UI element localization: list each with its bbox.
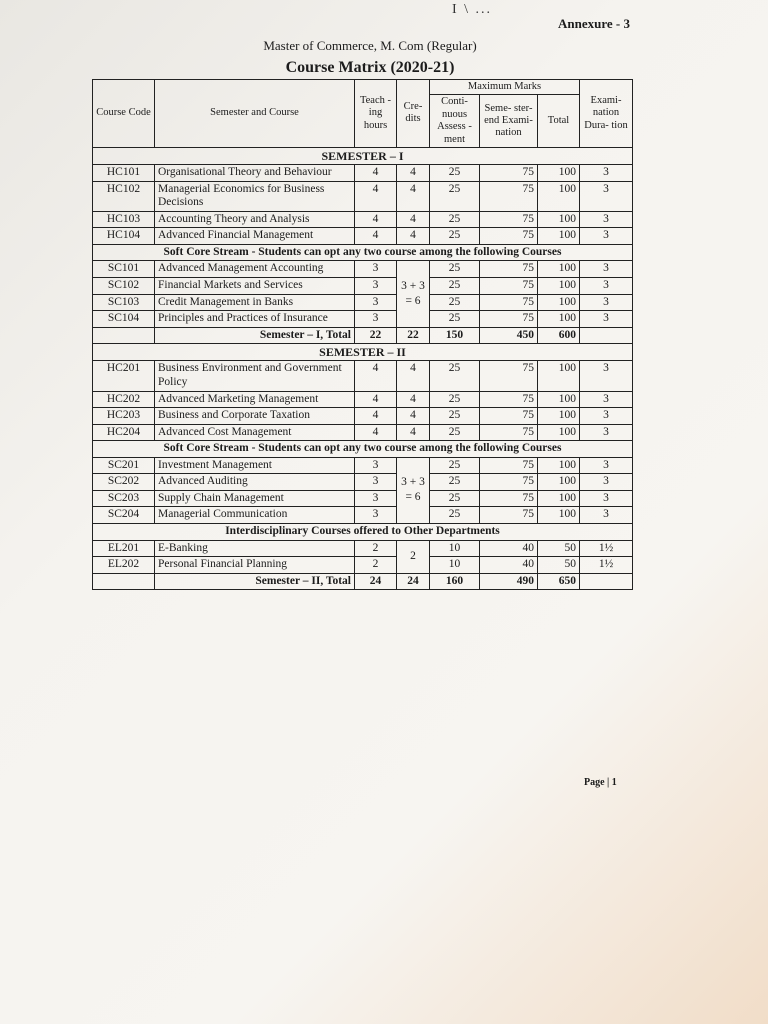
semester-end-exam: 75 xyxy=(480,228,538,245)
total-marks: 100 xyxy=(538,361,580,391)
stream-heading-text: Soft Core Stream - Students can opt any two course among the following Courses xyxy=(93,441,633,458)
total-marks: 50 xyxy=(538,540,580,557)
table-row xyxy=(93,261,633,278)
credits: 4 xyxy=(397,391,430,408)
exam-duration: 1½ xyxy=(580,540,633,557)
semester-end-exam: 75 xyxy=(480,490,538,507)
credits: 4 xyxy=(397,211,430,228)
course-name: Advanced Auditing xyxy=(155,474,355,491)
total-label: Semester – I, Total xyxy=(155,327,355,344)
continuous-assessment: 25 xyxy=(430,211,480,228)
course-code: SC202 xyxy=(93,474,155,491)
exam-duration: 3 xyxy=(580,490,633,507)
course-name: Advanced Cost Management xyxy=(155,424,355,441)
course-name: Business and Corporate Taxation xyxy=(155,408,355,425)
total-marks: 100 xyxy=(538,261,580,278)
exam-duration: 3 xyxy=(580,408,633,425)
soft-credits: 3 + 3 = 6 xyxy=(397,261,430,327)
total-marks: 100 xyxy=(538,391,580,408)
exam-duration: 3 xyxy=(580,457,633,474)
table-row xyxy=(93,457,633,474)
exam-duration: 3 xyxy=(580,261,633,278)
total-marks: 100 xyxy=(538,211,580,228)
stream-heading xyxy=(93,441,633,458)
course-name: E-Banking xyxy=(155,540,355,557)
continuous-assessment: 25 xyxy=(430,181,480,211)
credits: 4 xyxy=(397,181,430,211)
table-row xyxy=(93,277,633,294)
credits: 4 xyxy=(397,165,430,182)
course-code: EL201 xyxy=(93,540,155,557)
total-credits: 22 xyxy=(397,327,430,344)
semester-end-exam: 75 xyxy=(480,507,538,524)
teaching-hours: 2 xyxy=(355,557,397,574)
teaching-hours: 3 xyxy=(355,507,397,524)
table-row xyxy=(93,165,633,182)
semester-total-row xyxy=(93,327,633,344)
table-row xyxy=(93,490,633,507)
teaching-hours: 4 xyxy=(355,408,397,425)
exam-duration: 3 xyxy=(580,391,633,408)
course-code: HC204 xyxy=(93,424,155,441)
teaching-hours: 4 xyxy=(355,228,397,245)
credits: 4 xyxy=(397,408,430,425)
course-code: HC104 xyxy=(93,228,155,245)
semester-end-exam: 75 xyxy=(480,474,538,491)
blank-cell xyxy=(93,573,155,590)
semester-end-exam: 75 xyxy=(480,294,538,311)
total-ca: 150 xyxy=(430,327,480,344)
course-name: Managerial Economics for Business Decisions xyxy=(155,181,355,211)
continuous-assessment: 25 xyxy=(430,361,480,391)
semester-heading xyxy=(93,147,633,164)
course-name: Supply Chain Management xyxy=(155,490,355,507)
total-marks: 100 xyxy=(538,424,580,441)
document-title: Course Matrix (2020-21) xyxy=(285,59,455,76)
semester-heading xyxy=(93,344,633,361)
interdisciplinary-heading xyxy=(93,524,633,541)
program-subtitle: Master of Commerce, M. Com (Regular) xyxy=(263,38,477,53)
total-hours: 22 xyxy=(355,327,397,344)
teaching-hours: 3 xyxy=(355,311,397,328)
total-marks: 100 xyxy=(538,311,580,328)
semester-heading-text: SEMESTER – I xyxy=(93,147,633,164)
total-marks: 100 xyxy=(538,474,580,491)
teaching-hours: 2 xyxy=(355,540,397,557)
course-name: Principles and Practices of Insurance xyxy=(155,311,355,328)
annexure-label: Annexure - 3 xyxy=(558,16,630,31)
stream-heading xyxy=(93,244,633,261)
table-row xyxy=(93,557,633,574)
teaching-hours: 4 xyxy=(355,424,397,441)
semester-total-row xyxy=(93,573,633,590)
continuous-assessment: 10 xyxy=(430,557,480,574)
teaching-hours: 4 xyxy=(355,391,397,408)
course-name: Financial Markets and Services xyxy=(155,277,355,294)
total-marks: 100 xyxy=(538,408,580,425)
semester-end-exam: 75 xyxy=(480,277,538,294)
course-code: HC101 xyxy=(93,165,155,182)
continuous-assessment: 25 xyxy=(430,474,480,491)
total-all: 650 xyxy=(538,573,580,590)
course-name: Investment Management xyxy=(155,457,355,474)
total-marks: 50 xyxy=(538,557,580,574)
total-credits: 24 xyxy=(397,573,430,590)
exam-duration: 1½ xyxy=(580,557,633,574)
total-marks: 100 xyxy=(538,490,580,507)
semester-end-exam: 75 xyxy=(480,361,538,391)
course-name: Accounting Theory and Analysis xyxy=(155,211,355,228)
col-semester-end: Seme- ster-end Exami- nation xyxy=(480,95,538,148)
total-marks: 100 xyxy=(538,165,580,182)
semester-end-exam: 75 xyxy=(480,408,538,425)
total-label: Semester – II, Total xyxy=(155,573,355,590)
total-marks: 100 xyxy=(538,294,580,311)
teaching-hours: 4 xyxy=(355,361,397,391)
course-name: Organisational Theory and Behaviour xyxy=(155,165,355,182)
exam-duration: 3 xyxy=(580,507,633,524)
page-number: Page | 1 xyxy=(584,777,617,788)
continuous-assessment: 25 xyxy=(430,457,480,474)
course-code: HC103 xyxy=(93,211,155,228)
continuous-assessment: 25 xyxy=(430,424,480,441)
teaching-hours: 3 xyxy=(355,490,397,507)
course-name: Advanced Financial Management xyxy=(155,228,355,245)
col-teaching: Teach -ing hours xyxy=(355,80,397,148)
course-code: SC201 xyxy=(93,457,155,474)
course-code: EL202 xyxy=(93,557,155,574)
exam-duration: 3 xyxy=(580,228,633,245)
continuous-assessment: 25 xyxy=(430,507,480,524)
continuous-assessment: 25 xyxy=(430,228,480,245)
course-code: HC201 xyxy=(93,361,155,391)
course-name: Managerial Communication xyxy=(155,507,355,524)
interdisc-credits: 2 xyxy=(397,540,430,573)
teaching-hours: 3 xyxy=(355,261,397,278)
teaching-hours: 3 xyxy=(355,474,397,491)
col-max-marks: Maximum Marks xyxy=(430,80,580,95)
total-marks: 100 xyxy=(538,457,580,474)
interdisciplinary-heading-text: Interdisciplinary Courses offered to Other Departments xyxy=(93,524,633,541)
course-code: SC101 xyxy=(93,261,155,278)
exam-duration: 3 xyxy=(580,181,633,211)
blank-cell xyxy=(93,327,155,344)
teaching-hours: 3 xyxy=(355,294,397,311)
table-row xyxy=(93,211,633,228)
total-all: 600 xyxy=(538,327,580,344)
total-marks: 100 xyxy=(538,507,580,524)
credits: 4 xyxy=(397,228,430,245)
col-continuous: Conti- nuous Assess -ment xyxy=(430,95,480,148)
table-row xyxy=(93,228,633,245)
soft-credits: 3 + 3 = 6 xyxy=(397,457,430,523)
course-name: Advanced Marketing Management xyxy=(155,391,355,408)
table-row xyxy=(93,507,633,524)
blank-cell xyxy=(580,573,633,590)
course-name: Business Environment and Government Policy xyxy=(155,361,355,391)
continuous-assessment: 10 xyxy=(430,540,480,557)
semester-end-exam: 75 xyxy=(480,457,538,474)
continuous-assessment: 25 xyxy=(430,391,480,408)
semester-end-exam: 75 xyxy=(480,311,538,328)
col-total: Total xyxy=(538,95,580,148)
col-credits: Cre- dits xyxy=(397,80,430,148)
exam-duration: 3 xyxy=(580,294,633,311)
teaching-hours: 4 xyxy=(355,181,397,211)
exam-duration: 3 xyxy=(580,361,633,391)
semester-end-exam: 75 xyxy=(480,181,538,211)
course-code: SC102 xyxy=(93,277,155,294)
semester-heading-text: SEMESTER – II xyxy=(93,344,633,361)
course-code: SC204 xyxy=(93,507,155,524)
exam-duration: 3 xyxy=(580,211,633,228)
table-row xyxy=(93,311,633,328)
total-hours: 24 xyxy=(355,573,397,590)
table-row xyxy=(93,361,633,391)
semester-end-exam: 75 xyxy=(480,391,538,408)
blank-cell xyxy=(580,327,633,344)
table-row xyxy=(93,391,633,408)
course-code: SC103 xyxy=(93,294,155,311)
semester-end-exam: 40 xyxy=(480,540,538,557)
table-row xyxy=(93,424,633,441)
exam-duration: 3 xyxy=(580,474,633,491)
continuous-assessment: 25 xyxy=(430,261,480,278)
semester-end-exam: 75 xyxy=(480,211,538,228)
semester-end-exam: 75 xyxy=(480,261,538,278)
exam-duration: 3 xyxy=(580,424,633,441)
teaching-hours: 3 xyxy=(355,457,397,474)
total-marks: 100 xyxy=(538,277,580,294)
continuous-assessment: 25 xyxy=(430,408,480,425)
continuous-assessment: 25 xyxy=(430,311,480,328)
continuous-assessment: 25 xyxy=(430,277,480,294)
semester-end-exam: 75 xyxy=(480,424,538,441)
total-see: 450 xyxy=(480,327,538,344)
continuous-assessment: 25 xyxy=(430,294,480,311)
exam-duration: 3 xyxy=(580,277,633,294)
total-marks: 100 xyxy=(538,228,580,245)
table-row xyxy=(93,408,633,425)
handwritten-note: I \ ... xyxy=(452,2,493,17)
continuous-assessment: 25 xyxy=(430,165,480,182)
teaching-hours: 3 xyxy=(355,277,397,294)
course-code: HC202 xyxy=(93,391,155,408)
total-marks: 100 xyxy=(538,181,580,211)
course-code: HC102 xyxy=(93,181,155,211)
col-duration: Exami- nation Dura- tion xyxy=(580,80,633,148)
total-ca: 160 xyxy=(430,573,480,590)
course-name: Advanced Management Accounting xyxy=(155,261,355,278)
table-row xyxy=(93,474,633,491)
exam-duration: 3 xyxy=(580,311,633,328)
table-row xyxy=(93,181,633,211)
total-see: 490 xyxy=(480,573,538,590)
credits: 4 xyxy=(397,424,430,441)
course-code: SC104 xyxy=(93,311,155,328)
exam-duration: 3 xyxy=(580,165,633,182)
col-code: Course Code xyxy=(93,80,155,148)
credits: 4 xyxy=(397,361,430,391)
course-name: Personal Financial Planning xyxy=(155,557,355,574)
course-matrix-table xyxy=(92,79,633,590)
semester-end-exam: 40 xyxy=(480,557,538,574)
course-code: HC203 xyxy=(93,408,155,425)
teaching-hours: 4 xyxy=(355,211,397,228)
semester-end-exam: 75 xyxy=(480,165,538,182)
course-code: SC203 xyxy=(93,490,155,507)
course-name: Credit Management in Banks xyxy=(155,294,355,311)
table-row xyxy=(93,294,633,311)
teaching-hours: 4 xyxy=(355,165,397,182)
continuous-assessment: 25 xyxy=(430,490,480,507)
stream-heading-text: Soft Core Stream - Students can opt any two course among the following Courses xyxy=(93,244,633,261)
col-course: Semester and Course xyxy=(155,80,355,148)
header-row xyxy=(93,80,633,95)
table-row xyxy=(93,540,633,557)
